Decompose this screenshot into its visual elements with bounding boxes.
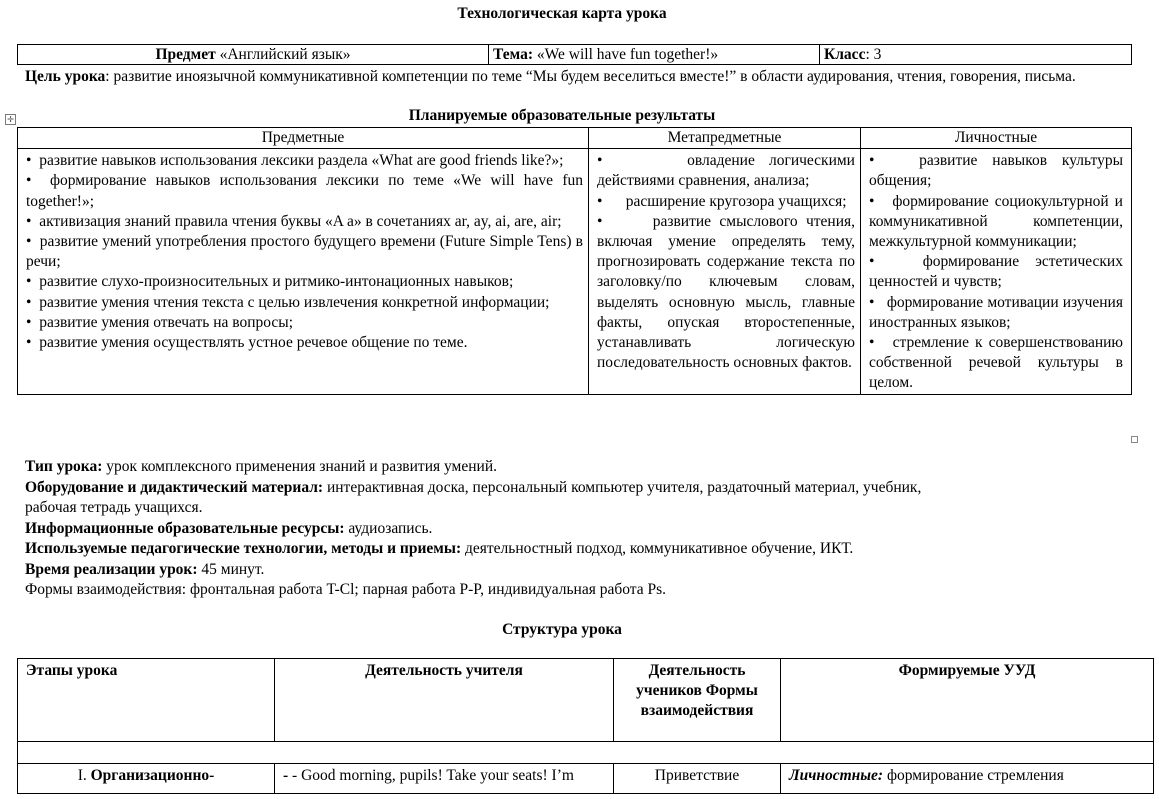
structure-title: Структура урока (502, 621, 622, 638)
list-item: • развитие навыков использования лексики раздела «What are good friends like?»; (26, 152, 564, 170)
col-teacher: Деятельность учителя (275, 659, 614, 742)
teacher-cell: - - Good morning, pupils! Take your seats! I’m (275, 764, 614, 794)
col-uud: Формируемые УУД (781, 659, 1154, 742)
goal-text: : развитие иноязычной коммуникативной компетенции по теме “Мы будем веселиться вместе!” в области аудирования, чтения, говорения, письма. (105, 68, 1076, 85)
col-meta-header: Метапредметные (589, 128, 861, 149)
students-cell: Приветствие (614, 764, 781, 794)
class-cell (820, 45, 1132, 65)
lesson-time: Время реализации урок: 45 минут. (25, 560, 265, 578)
subject-value: «Английский язык» (219, 46, 351, 63)
list-item: • активизация знаний правила чтения буквы «A a» в сочетаниях ar, ay, ai, are, air; (26, 212, 562, 230)
lesson-resources: Информационные образовательные ресурсы: аудиозапись. (25, 519, 433, 537)
empty-row (18, 742, 1154, 764)
col-personal-header: Личностные (861, 128, 1132, 149)
list-item: • развитие навыков культуры общения; (869, 152, 1123, 190)
lesson-info (25, 457, 1135, 601)
theme-cell (489, 45, 820, 65)
list-item: • развитие умения чтения текста с целью извлечения конкретной информации; (26, 293, 550, 311)
list-item: • развитие умения отвечать на вопросы; (26, 313, 294, 331)
list-item: • расширение кругозора учащихся; (597, 192, 847, 210)
list-item: • формирование навыков использования лексики по теме «We will have fun together!»; (26, 172, 583, 210)
col-stages: Этапы урока (18, 659, 275, 742)
lesson-type: Тип урока: урок комплексного применения знаний и развития умений. (25, 458, 497, 475)
structure-table (17, 658, 1154, 794)
list-item: • формирование мотивации изучения иностранных языков; (869, 293, 1123, 331)
subject-cell (18, 45, 489, 65)
lesson-technologies: Используемые педагогические технологии, методы и приемы: деятельностный подход, коммуникативное обучение, ИКТ. (25, 540, 854, 557)
table-resize-handle[interactable] (1131, 436, 1138, 443)
theme-label: Тема: (493, 46, 533, 63)
list-item: • развитие умений употребления простого будущего времени (Future Simple Tens) в речи; (26, 233, 583, 271)
personal-results-cell (861, 149, 1132, 394)
theme-value: «We will have fun together!» (536, 46, 719, 63)
list-item: • стремление к совершенствованию собственной речевой культуры в целом. (869, 334, 1123, 392)
document-title: Технологическая карта урока (457, 5, 667, 22)
results-table (17, 127, 1132, 395)
table-move-handle-icon[interactable]: ✛ (5, 114, 16, 125)
stage-cell: I. Организационно- (18, 764, 275, 794)
results-title: Планируемые образовательные результаты (408, 107, 716, 124)
lesson-goal (25, 67, 1115, 88)
list-item: • развитие смыслового чтения, включая умение определять тему, прогнозировать содержание текста по заголовку/по ключевым словам, выделять основную мысль, главные факты, опуская второстепенные, устанавливать логическую последовательность основных фактов. (597, 212, 855, 372)
lesson-equipment-cont: рабочая тетрадь учащихся. (25, 499, 203, 516)
uud-cell: Личностные: формирование стремления (781, 764, 1154, 794)
list-item: • овладение логическими действиями сравнения, анализа; (597, 152, 855, 190)
subject-results-cell (18, 149, 589, 394)
lesson-equipment: Оборудование и дидактический материал: интерактивная доска, персональный компьютер учителя, раздаточный материал, учебник, (25, 478, 922, 496)
goal-label: Цель урока (25, 68, 106, 85)
class-value: : 3 (865, 46, 882, 63)
list-item: • развитие слухо-произносительных и ритмико-интонационных навыков; (26, 273, 514, 291)
list-item: • развитие умения осуществлять устное речевое общение по теме. (26, 334, 468, 352)
lesson-forms: Формы взаимодействия: фронтальная работа T-Cl; парная работа P-P, индивидуальная работа Ps. (25, 581, 667, 598)
header-table (17, 44, 1132, 65)
meta-results-cell (589, 149, 861, 394)
col-subject-header: Предметные (18, 128, 589, 149)
subject-label: Предмет (155, 46, 216, 63)
list-item: • формирование социокультурной и коммуникативной компетенции, межкультурной коммуникации; (869, 192, 1123, 251)
list-item: • формирование эстетических ценностей и чувств; (869, 253, 1123, 291)
col-students: Деятельность учеников Формы взаимодействия (614, 659, 781, 742)
class-label: Класс (824, 46, 866, 63)
